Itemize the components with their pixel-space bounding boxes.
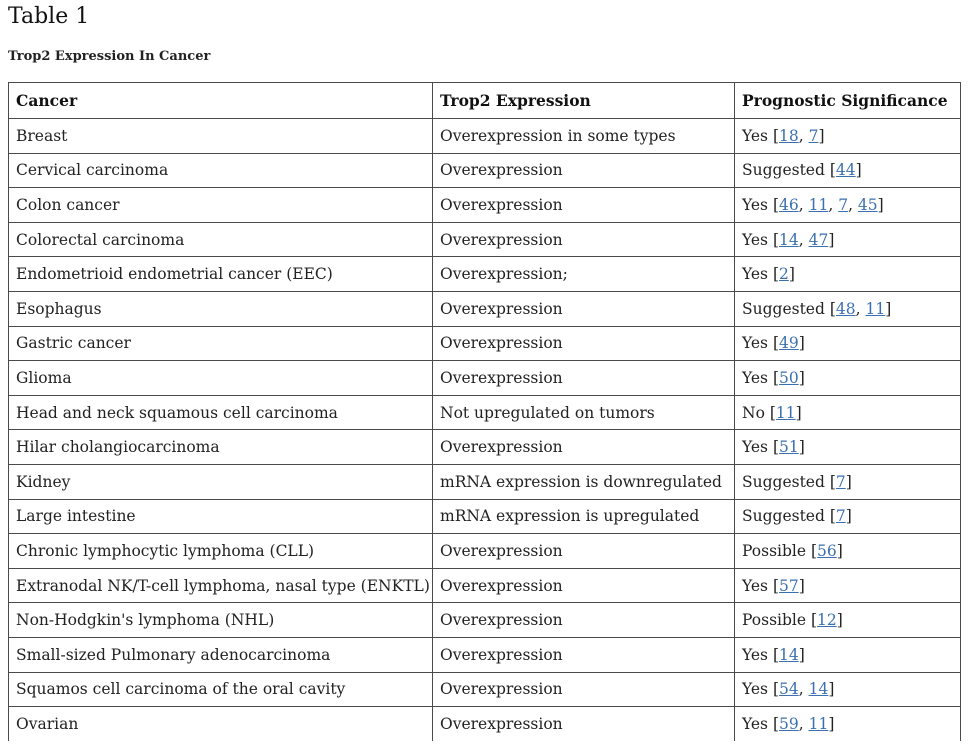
significance-text: Yes xyxy=(742,265,769,284)
cell-trop2-expression: Overexpression; xyxy=(433,257,735,292)
reference-link[interactable]: 2 xyxy=(779,265,789,284)
table-row xyxy=(9,326,961,361)
reference-link[interactable]: 7 xyxy=(835,472,846,491)
reference-link[interactable]: 14 xyxy=(808,680,829,699)
cell-trop2-expression: Overexpression xyxy=(433,222,735,257)
significance-text: Yes xyxy=(742,438,769,457)
reference-link[interactable]: 54 xyxy=(779,680,799,699)
significance-text: Yes xyxy=(742,576,769,595)
header-cancer: Cancer xyxy=(9,83,433,119)
cell-trop2-expression: Not upregulated on tumors xyxy=(433,395,735,430)
table-row xyxy=(9,603,961,638)
cell-cancer: Colorectal carcinoma xyxy=(9,222,433,257)
reference-link[interactable]: 51 xyxy=(779,438,799,457)
cell-cancer: Cervical carcinoma xyxy=(9,153,433,188)
table-row xyxy=(9,291,961,326)
cell-prognostic-significance: Suggested [44] xyxy=(735,153,961,188)
reference-link[interactable]: 7 xyxy=(835,507,846,526)
reference-link[interactable]: 56 xyxy=(817,541,837,560)
table-row xyxy=(9,222,961,257)
reference-link[interactable]: 7 xyxy=(838,195,849,214)
table-caption: Trop2 Expression In Cancer xyxy=(8,49,211,64)
significance-text: Possible xyxy=(742,611,807,630)
reference-link[interactable]: 12 xyxy=(817,611,837,630)
cell-prognostic-significance: Yes [46, 11, 7, 45] xyxy=(735,188,961,223)
cell-cancer: Small-sized Pulmonary adenocarcinoma xyxy=(9,637,433,672)
cell-trop2-expression: Overexpression xyxy=(433,603,735,638)
table-row xyxy=(9,464,961,499)
reference-link[interactable]: 50 xyxy=(779,368,799,387)
cell-trop2-expression: Overexpression xyxy=(433,326,735,361)
cell-prognostic-significance: Yes [14] xyxy=(735,637,961,672)
cell-prognostic-significance: Yes [18, 7] xyxy=(735,119,961,154)
table-title: Table 1 xyxy=(8,4,90,29)
cell-prognostic-significance: Yes [49] xyxy=(735,326,961,361)
cell-prognostic-significance: Yes [57] xyxy=(735,568,961,603)
table-row xyxy=(9,430,961,465)
reference-link[interactable]: 11 xyxy=(775,403,796,422)
cell-cancer: Endometrioid endometrial cancer (EEC) xyxy=(9,257,433,292)
significance-text: Yes xyxy=(742,230,769,249)
reference-link[interactable]: 11 xyxy=(808,714,829,733)
cell-prognostic-significance: Yes [59, 11] xyxy=(735,707,961,741)
reference-link[interactable]: 45 xyxy=(857,195,878,214)
cell-cancer: Colon cancer xyxy=(9,188,433,223)
significance-text: Possible xyxy=(742,541,807,560)
significance-text: Suggested xyxy=(742,507,825,526)
cell-trop2-expression: Overexpression xyxy=(433,188,735,223)
significance-text: Yes xyxy=(742,126,769,145)
cell-cancer: Ovarian xyxy=(9,707,433,741)
cell-prognostic-significance: Yes [2] xyxy=(735,257,961,292)
cell-cancer: Extranodal NK/T-cell lymphoma, nasal type (ENKTL) xyxy=(9,568,433,603)
cell-cancer: Hilar cholangiocarcinoma xyxy=(9,430,433,465)
cell-cancer: Breast xyxy=(9,119,433,154)
cell-trop2-expression: Overexpression xyxy=(433,672,735,707)
cell-trop2-expression: Overexpression xyxy=(433,707,735,741)
cell-trop2-expression: mRNA expression is downregulated xyxy=(433,464,735,499)
cell-prognostic-significance: Suggested [7] xyxy=(735,499,961,534)
table-row xyxy=(9,637,961,672)
table-row xyxy=(9,499,961,534)
reference-link[interactable]: 59 xyxy=(779,714,799,733)
cell-cancer: Esophagus xyxy=(9,291,433,326)
cell-cancer: Kidney xyxy=(9,464,433,499)
cell-cancer: Glioma xyxy=(9,361,433,396)
cell-trop2-expression: Overexpression xyxy=(433,568,735,603)
trop2-table xyxy=(8,82,961,741)
reference-link[interactable]: 49 xyxy=(779,334,799,353)
reference-link[interactable]: 7 xyxy=(808,126,819,145)
table-row xyxy=(9,257,961,292)
table-row xyxy=(9,188,961,223)
cell-cancer: Gastric cancer xyxy=(9,326,433,361)
cell-trop2-expression: Overexpression xyxy=(433,153,735,188)
table-row xyxy=(9,153,961,188)
significance-text: Yes xyxy=(742,645,769,664)
cell-prognostic-significance: Yes [51] xyxy=(735,430,961,465)
reference-link[interactable]: 14 xyxy=(779,645,799,664)
cell-prognostic-significance: Suggested [7] xyxy=(735,464,961,499)
reference-link[interactable]: 44 xyxy=(835,161,856,180)
significance-text: Suggested xyxy=(742,299,825,318)
cell-prognostic-significance: Yes [50] xyxy=(735,361,961,396)
reference-link[interactable]: 48 xyxy=(835,299,856,318)
reference-link[interactable]: 47 xyxy=(808,230,829,249)
significance-text: Suggested xyxy=(742,161,825,180)
significance-text: Yes xyxy=(742,680,769,699)
significance-text: Yes xyxy=(742,368,769,387)
significance-text: No xyxy=(742,403,765,422)
cell-trop2-expression: Overexpression xyxy=(433,534,735,569)
cell-prognostic-significance: Suggested [48, 11] xyxy=(735,291,961,326)
cell-prognostic-significance: Yes [14, 47] xyxy=(735,222,961,257)
significance-text: Yes xyxy=(742,195,769,214)
reference-link[interactable]: 11 xyxy=(808,195,829,214)
table-row xyxy=(9,361,961,396)
reference-link[interactable]: 11 xyxy=(865,299,886,318)
significance-text: Yes xyxy=(742,334,769,353)
cell-prognostic-significance: Yes [54, 14] xyxy=(735,672,961,707)
cell-cancer: Large intestine xyxy=(9,499,433,534)
cell-prognostic-significance: No [11] xyxy=(735,395,961,430)
header-prognostic-significance: Prognostic Significance xyxy=(735,83,961,119)
cell-trop2-expression: Overexpression in some types xyxy=(433,119,735,154)
cell-trop2-expression: Overexpression xyxy=(433,361,735,396)
table-row xyxy=(9,568,961,603)
significance-text: Suggested xyxy=(742,472,825,491)
reference-link[interactable]: 46 xyxy=(779,195,799,214)
cell-cancer: Chronic lymphocytic lymphoma (CLL) xyxy=(9,534,433,569)
cell-trop2-expression: mRNA expression is upregulated xyxy=(433,499,735,534)
table-row xyxy=(9,534,961,569)
cell-cancer: Non-Hodgkin's lymphoma (NHL) xyxy=(9,603,433,638)
table-row xyxy=(9,707,961,741)
table-row xyxy=(9,119,961,154)
table-header-row xyxy=(9,83,961,119)
header-trop2-expression: Trop2 Expression xyxy=(433,83,735,119)
cell-trop2-expression: Overexpression xyxy=(433,430,735,465)
cell-trop2-expression: Overexpression xyxy=(433,637,735,672)
cell-cancer: Head and neck squamous cell carcinoma xyxy=(9,395,433,430)
cell-prognostic-significance: Possible [56] xyxy=(735,534,961,569)
table-body xyxy=(9,119,961,741)
reference-link[interactable]: 57 xyxy=(779,576,799,595)
reference-link[interactable]: 14 xyxy=(779,230,799,249)
table-row xyxy=(9,395,961,430)
cell-prognostic-significance: Possible [12] xyxy=(735,603,961,638)
cell-trop2-expression: Overexpression xyxy=(433,291,735,326)
significance-text: Yes xyxy=(742,714,769,733)
cell-cancer: Squamos cell carcinoma of the oral cavity xyxy=(9,672,433,707)
table-row xyxy=(9,672,961,707)
reference-link[interactable]: 18 xyxy=(779,126,799,145)
